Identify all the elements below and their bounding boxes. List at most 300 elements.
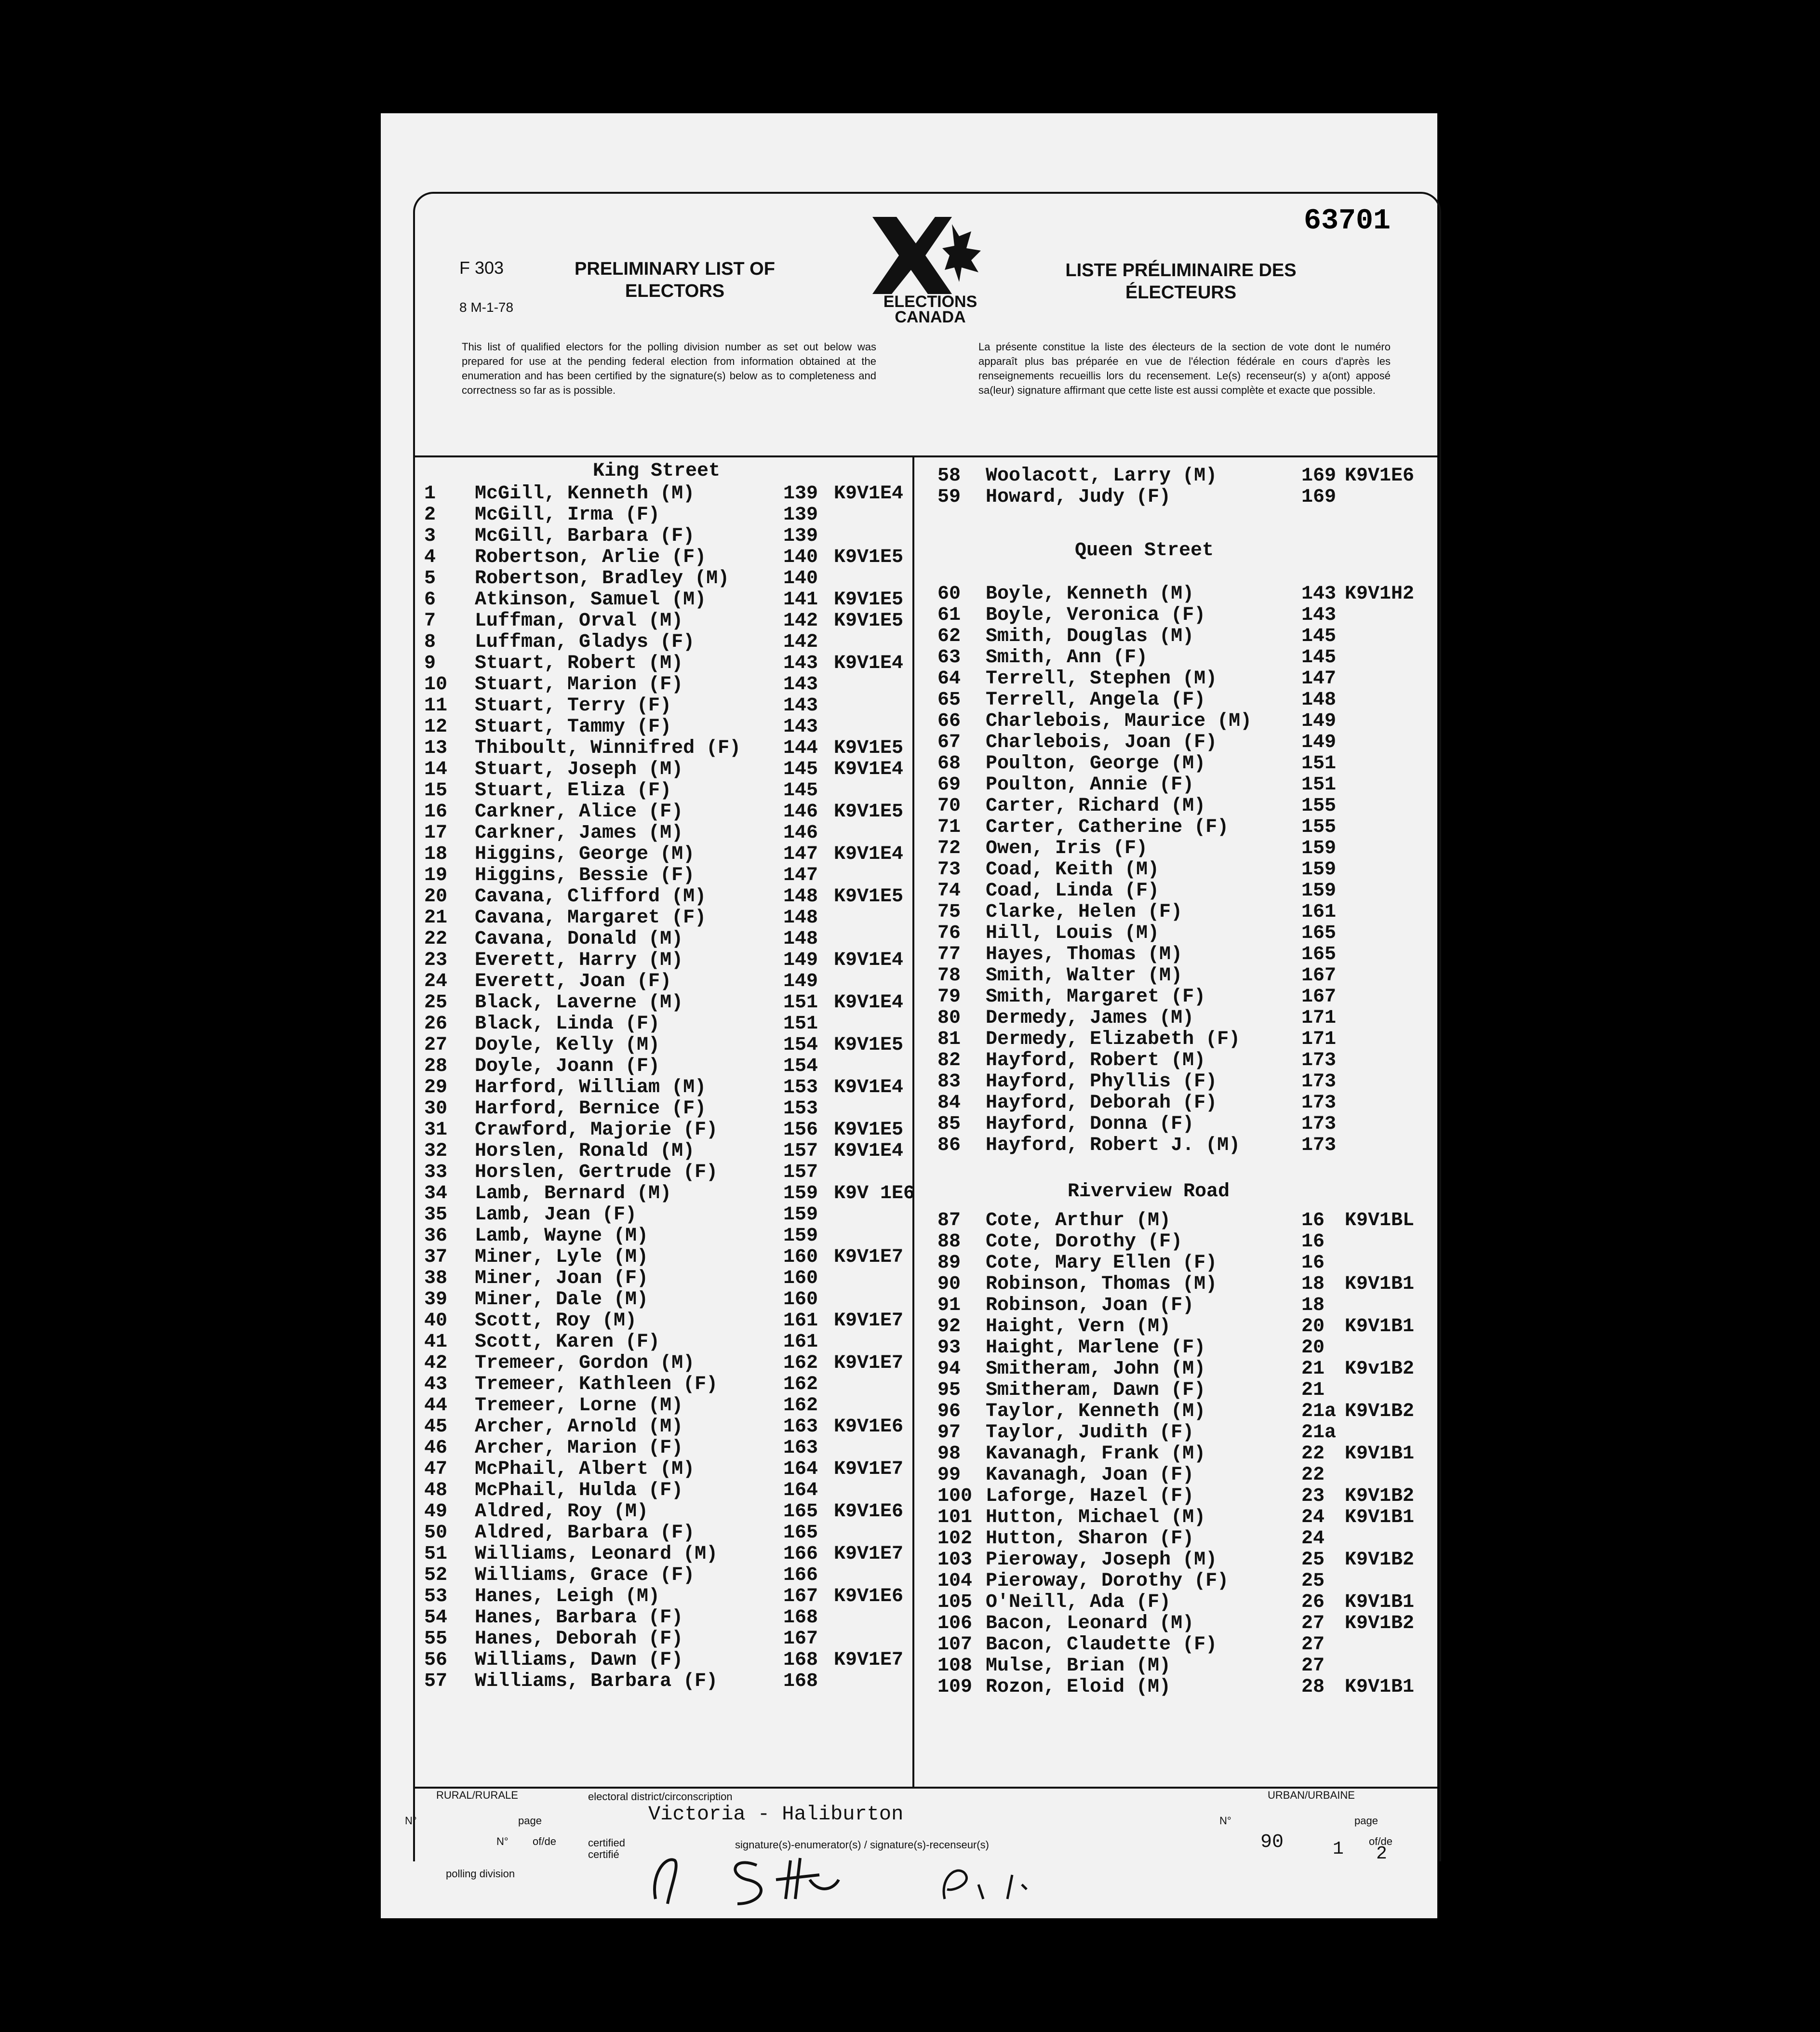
elector-name: Dermedy, James (M) xyxy=(986,1007,1194,1029)
elector-address: 28 xyxy=(1301,1676,1325,1698)
elector-address: 145 xyxy=(1301,626,1337,647)
rural-no-label: N° xyxy=(405,1815,417,1827)
elector-name: Lamb, Bernard (M) xyxy=(475,1183,672,1204)
elector-address: 171 xyxy=(1301,1007,1337,1029)
rural-label: RURAL/RURALE xyxy=(436,1789,518,1801)
elector-address: 167 xyxy=(1301,965,1337,987)
elector-address: 148 xyxy=(783,907,818,929)
elections-canada-logo xyxy=(863,214,998,325)
elector-number: 72 xyxy=(937,838,961,859)
elector-address: 169 xyxy=(1301,465,1337,487)
elector-address: 167 xyxy=(783,1586,818,1607)
elector-name: Rozon, Eloid (M) xyxy=(986,1676,1171,1698)
elector-postal-code: K9V1E4 xyxy=(834,483,904,505)
elector-name: Luffman, Orval (M) xyxy=(475,610,683,632)
elector-address: 142 xyxy=(783,631,818,653)
elector-address: 148 xyxy=(783,886,818,908)
elector-postal-code: K9V1E7 xyxy=(834,1543,904,1565)
elector-address: 168 xyxy=(783,1649,818,1671)
elector-name: McGill, Barbara (F) xyxy=(475,525,695,547)
elector-name: Cavana, Margaret (F) xyxy=(475,907,707,929)
column-divider xyxy=(912,457,914,1787)
signature-label: signature(s)-enumerator(s) / signature(s)-recenseur(s) xyxy=(735,1839,989,1851)
elector-number: 20 xyxy=(424,886,448,908)
elector-name: Hayford, Phyllis (F) xyxy=(986,1071,1218,1093)
elector-number: 37 xyxy=(424,1246,448,1268)
elector-address: 162 xyxy=(783,1374,818,1395)
elector-postal-code: K9V1E7 xyxy=(834,1246,904,1268)
enumerator-signature-icon xyxy=(646,1846,1152,1909)
elector-address: 156 xyxy=(783,1119,818,1141)
elector-postal-code: K9V1E4 xyxy=(834,1140,904,1162)
elector-number: 32 xyxy=(424,1140,448,1162)
elector-address: 166 xyxy=(783,1543,818,1565)
elector-number: 10 xyxy=(424,674,448,695)
elector-name: Boyle, Kenneth (M) xyxy=(986,583,1194,605)
elector-address: 173 xyxy=(1301,1135,1337,1156)
elector-number: 98 xyxy=(937,1443,961,1465)
elector-address: 163 xyxy=(783,1416,818,1438)
elector-postal-code: K9V1E7 xyxy=(834,1352,904,1374)
elector-address: 144 xyxy=(783,737,818,759)
elector-address: 25 xyxy=(1301,1570,1325,1592)
elector-number: 15 xyxy=(424,780,448,802)
elector-name: Horslen, Gertrude (F) xyxy=(475,1162,718,1183)
elector-number: 41 xyxy=(424,1331,448,1353)
elector-address: 157 xyxy=(783,1162,818,1183)
district-label: electoral district/circonscription xyxy=(588,1791,733,1803)
elector-address: 143 xyxy=(1301,583,1337,605)
elector-number: 82 xyxy=(937,1050,961,1071)
title-english xyxy=(554,258,795,302)
elector-name: Hanes, Leigh (M) xyxy=(475,1586,660,1607)
elector-address: 140 xyxy=(783,547,818,568)
elector-name: Black, Linda (F) xyxy=(475,1013,660,1035)
logo-x-leaf-icon xyxy=(863,214,998,325)
elector-address: 159 xyxy=(1301,838,1337,859)
form-date: 8 M-1-78 xyxy=(459,300,514,315)
elector-address: 159 xyxy=(783,1183,818,1204)
elector-name: Robinson, Thomas (M) xyxy=(986,1273,1218,1295)
elector-address: 161 xyxy=(1301,901,1337,923)
elector-number: 3 xyxy=(424,525,436,547)
urban-page-label: page xyxy=(1354,1815,1378,1827)
elector-name: Hill, Louis (M) xyxy=(986,922,1160,944)
elector-address: 157 xyxy=(783,1140,818,1162)
elector-number: 81 xyxy=(937,1029,961,1050)
elector-name: Miner, Lyle (M) xyxy=(475,1246,649,1268)
elector-address: 16 xyxy=(1301,1252,1325,1274)
elector-address: 139 xyxy=(783,525,818,547)
elector-number: 68 xyxy=(937,753,961,775)
elector-postal-code: K9V1B1 xyxy=(1345,1443,1415,1465)
elector-name: Howard, Judy (F) xyxy=(986,486,1171,508)
elector-name: Archer, Marion (F) xyxy=(475,1437,683,1459)
elector-name: Black, Laverne (M) xyxy=(475,992,683,1014)
elector-postal-code: K9V1E4 xyxy=(834,1077,904,1098)
elector-number: 79 xyxy=(937,986,961,1008)
elector-name: Taylor, Kenneth (M) xyxy=(986,1401,1206,1422)
elector-name: Doyle, Joann (F) xyxy=(475,1056,660,1077)
elector-address: 149 xyxy=(783,971,818,992)
elector-name: Robinson, Joan (F) xyxy=(986,1295,1194,1316)
elector-name: Aldred, Barbara (F) xyxy=(475,1522,695,1544)
street-heading-queen: Queen Street xyxy=(1075,540,1214,561)
elector-number: 108 xyxy=(937,1655,973,1677)
elector-name: O'Neill, Ada (F) xyxy=(986,1591,1171,1613)
urban-of-value: 2 xyxy=(1376,1844,1387,1864)
elector-name: Luffman, Gladys (F) xyxy=(475,631,695,653)
elector-address: 153 xyxy=(783,1077,818,1098)
elector-address: 21 xyxy=(1301,1358,1325,1380)
elector-name: Thiboult, Winnifred (F) xyxy=(475,737,741,759)
elector-address: 173 xyxy=(1301,1050,1337,1071)
elector-address: 22 xyxy=(1301,1443,1325,1465)
urban-no-label: N° xyxy=(1219,1815,1231,1827)
elector-address: 163 xyxy=(783,1437,818,1459)
elector-name: Poulton, Annie (F) xyxy=(986,774,1194,796)
elector-number: 35 xyxy=(424,1204,448,1226)
elector-address: 21 xyxy=(1301,1379,1325,1401)
elector-address: 161 xyxy=(783,1310,818,1332)
elector-number: 75 xyxy=(937,901,961,923)
elector-postal-code: K9V1B1 xyxy=(1345,1316,1415,1337)
elector-number: 12 xyxy=(424,716,448,738)
elector-name: Smith, Margaret (F) xyxy=(986,986,1206,1008)
elector-name: Stuart, Tammy (F) xyxy=(475,716,672,738)
elector-name: Clarke, Helen (F) xyxy=(986,901,1183,923)
elector-postal-code: K9v1B2 xyxy=(1345,1358,1415,1380)
elector-address: 26 xyxy=(1301,1591,1325,1613)
elector-number: 24 xyxy=(424,971,448,992)
elector-name: Bacon, Claudette (F) xyxy=(986,1634,1218,1656)
elector-number: 59 xyxy=(937,486,961,508)
elector-number: 4 xyxy=(424,547,436,568)
elector-number: 104 xyxy=(937,1570,973,1592)
elector-name: Everett, Joan (F) xyxy=(475,971,672,992)
elector-number: 90 xyxy=(937,1273,961,1295)
elector-postal-code: K9V1E6 xyxy=(834,1586,904,1607)
elector-name: Charlebois, Maurice (M) xyxy=(986,710,1252,732)
rural-of-label: of/de xyxy=(533,1835,556,1847)
polling-division-label: polling division xyxy=(446,1868,515,1880)
elector-name: Carter, Catherine (F) xyxy=(986,816,1229,838)
elector-address: 154 xyxy=(783,1056,818,1077)
elector-address: 143 xyxy=(783,653,818,674)
elector-number: 100 xyxy=(937,1485,973,1507)
elector-address: 145 xyxy=(1301,647,1337,668)
elector-name: Stuart, Terry (F) xyxy=(475,695,672,717)
elector-number: 69 xyxy=(937,774,961,796)
elector-name: Crawford, Majorie (F) xyxy=(475,1119,718,1141)
elector-address: 143 xyxy=(1301,604,1337,626)
elector-address: 165 xyxy=(783,1501,818,1523)
elector-number: 92 xyxy=(937,1316,961,1337)
elector-name: McPhail, Albert (M) xyxy=(475,1458,695,1480)
elector-address: 169 xyxy=(1301,486,1337,508)
elector-name: Terrell, Angela (F) xyxy=(986,689,1206,711)
elector-name: Cote, Mary Ellen (F) xyxy=(986,1252,1218,1274)
elector-number: 95 xyxy=(937,1379,961,1401)
urban-no-value: 90 xyxy=(1260,1831,1284,1853)
elector-name: Kavanagh, Frank (M) xyxy=(986,1443,1206,1465)
description-french: La présente constitue la liste des électeurs de la section de vote dont le numéro apparaît plus bas préparée en vue de l'élection fédérale en cours d'après les renseignements recueillis lors du recensement. Le(s) recenseur(s) y a(ont) apposé sa(leur) signature affirmant que cette liste est aussi complète et exacte que possible. xyxy=(978,341,1391,396)
elector-name: Cavana, Clifford (M) xyxy=(475,886,707,908)
elector-number: 102 xyxy=(937,1528,973,1550)
elector-name: Cote, Dorothy (F) xyxy=(986,1231,1183,1253)
elector-name: Robertson, Arlie (F) xyxy=(475,547,707,568)
elector-postal-code: K9V1E7 xyxy=(834,1310,904,1332)
elector-postal-code: K9V1E4 xyxy=(834,992,904,1014)
elector-number: 28 xyxy=(424,1056,448,1077)
elector-name: Carkner, James (M) xyxy=(475,822,683,844)
elector-name: Cavana, Donald (M) xyxy=(475,928,683,950)
elector-number: 47 xyxy=(424,1458,448,1480)
elector-number: 34 xyxy=(424,1183,448,1204)
elector-postal-code: K9V1B1 xyxy=(1345,1591,1415,1613)
elector-name: Atkinson, Samuel (M) xyxy=(475,589,707,611)
street-heading-riverview: Riverview Road xyxy=(1068,1181,1230,1203)
elector-address: 27 xyxy=(1301,1634,1325,1656)
elector-number: 27 xyxy=(424,1034,448,1056)
elector-name: Harford, Bernice (F) xyxy=(475,1098,707,1120)
serial-number: 63701 xyxy=(1304,205,1391,238)
elector-name: Smith, Douglas (M) xyxy=(986,626,1194,647)
elector-name: Smitheram, John (M) xyxy=(986,1358,1206,1380)
elector-address: 139 xyxy=(783,483,818,505)
elector-address: 165 xyxy=(1301,944,1337,965)
elector-address: 146 xyxy=(783,822,818,844)
elector-number: 55 xyxy=(424,1628,448,1650)
elector-number: 91 xyxy=(937,1295,961,1316)
urban-of-label: of/de xyxy=(1369,1835,1392,1847)
elector-address: 145 xyxy=(783,780,818,802)
district-value: Victoria - Haliburton xyxy=(648,1803,904,1826)
elector-address: 162 xyxy=(783,1352,818,1374)
elector-name: Taylor, Judith (F) xyxy=(986,1422,1194,1444)
elector-name: Smitheram, Dawn (F) xyxy=(986,1379,1206,1401)
elector-number: 30 xyxy=(424,1098,448,1120)
elector-postal-code: K9V1E5 xyxy=(834,801,904,823)
elector-address: 154 xyxy=(783,1034,818,1056)
elector-address: 162 xyxy=(783,1395,818,1417)
elector-name: Hayford, Robert (M) xyxy=(986,1050,1206,1071)
elector-number: 103 xyxy=(937,1549,973,1571)
elector-address: 159 xyxy=(783,1225,818,1247)
elector-postal-code: K9V1B1 xyxy=(1345,1676,1415,1698)
elector-name: Hutton, Michael (M) xyxy=(986,1507,1206,1528)
elector-address: 161 xyxy=(783,1331,818,1353)
elector-address: 151 xyxy=(1301,753,1337,775)
elector-name: Boyle, Veronica (F) xyxy=(986,604,1206,626)
elector-number: 53 xyxy=(424,1586,448,1607)
elector-name: Bacon, Leonard (M) xyxy=(986,1613,1194,1634)
elector-name: Hanes, Deborah (F) xyxy=(475,1628,683,1650)
elector-address: 168 xyxy=(783,1671,818,1692)
elector-address: 173 xyxy=(1301,1092,1337,1114)
elector-number: 67 xyxy=(937,732,961,753)
elector-postal-code: K9V1H2 xyxy=(1345,583,1415,605)
elector-name: Lamb, Wayne (M) xyxy=(475,1225,649,1247)
description-english: This list of qualified electors for the polling division number as set out below was prepared for use at the pending federal election from information obtained at the enumeration and has been certified by the signature(s) below as to completeness and correctness so far as is possible. xyxy=(462,341,876,396)
elector-number: 21 xyxy=(424,907,448,929)
elector-number: 29 xyxy=(424,1077,448,1098)
elector-address: 20 xyxy=(1301,1316,1325,1337)
elector-number: 86 xyxy=(937,1135,961,1156)
elector-postal-code: K9V1E5 xyxy=(834,547,904,568)
elector-address: 155 xyxy=(1301,795,1337,817)
elector-number: 9 xyxy=(424,653,436,674)
elector-postal-code: K9V1E5 xyxy=(834,1034,904,1056)
elector-number: 1 xyxy=(424,483,436,505)
elector-name: Pieroway, Dorothy (F) xyxy=(986,1570,1229,1592)
elector-address: 18 xyxy=(1301,1295,1325,1316)
elector-address: 151 xyxy=(783,992,818,1014)
elector-address: 159 xyxy=(1301,859,1337,881)
elector-postal-code: K9V1E6 xyxy=(834,1501,904,1523)
title-french-line1: LISTE PRÉLIMINAIRE DES xyxy=(1065,260,1297,281)
elector-name: Dermedy, Elizabeth (F) xyxy=(986,1029,1241,1050)
elector-name: Smith, Walter (M) xyxy=(986,965,1183,987)
elector-number: 83 xyxy=(937,1071,961,1093)
elector-postal-code: K9V1E6 xyxy=(1345,465,1415,487)
elector-address: 168 xyxy=(783,1607,818,1629)
elector-address: 21a xyxy=(1301,1401,1337,1422)
elector-number: 62 xyxy=(937,626,961,647)
elector-number: 66 xyxy=(937,710,961,732)
elector-name: Carkner, Alice (F) xyxy=(475,801,683,823)
elector-number: 73 xyxy=(937,859,961,881)
elector-number: 23 xyxy=(424,949,448,971)
elector-number: 51 xyxy=(424,1543,448,1565)
elector-address: 140 xyxy=(783,568,818,589)
elector-number: 25 xyxy=(424,992,448,1014)
elector-address: 23 xyxy=(1301,1485,1325,1507)
elector-address: 147 xyxy=(783,843,818,865)
elector-number: 89 xyxy=(937,1252,961,1274)
elector-number: 96 xyxy=(937,1401,961,1422)
elector-number: 43 xyxy=(424,1374,448,1395)
elector-address: 141 xyxy=(783,589,818,611)
elector-address: 151 xyxy=(1301,774,1337,796)
elector-address: 167 xyxy=(783,1628,818,1650)
elector-name: Harford, William (M) xyxy=(475,1077,707,1098)
elector-name: Miner, Joan (F) xyxy=(475,1268,649,1289)
elector-postal-code: K9V1E5 xyxy=(834,886,904,908)
elector-number: 19 xyxy=(424,865,448,886)
elector-name: Williams, Dawn (F) xyxy=(475,1649,683,1671)
elector-number: 77 xyxy=(937,944,961,965)
elector-number: 63 xyxy=(937,647,961,668)
elector-address: 159 xyxy=(783,1204,818,1226)
title-english-line1: PRELIMINARY LIST OF xyxy=(575,259,775,279)
elector-number: 50 xyxy=(424,1522,448,1544)
elector-name: Smith, Ann (F) xyxy=(986,647,1148,668)
elector-postal-code: K9V1E5 xyxy=(834,610,904,632)
elector-address: 27 xyxy=(1301,1655,1325,1677)
elector-address: 16 xyxy=(1301,1231,1325,1253)
elector-address: 18 xyxy=(1301,1273,1325,1295)
elector-number: 56 xyxy=(424,1649,448,1671)
elector-postal-code: K9V1E7 xyxy=(834,1649,904,1671)
footer-divider xyxy=(413,1787,1437,1789)
elector-postal-code: K9V1B1 xyxy=(1345,1273,1415,1295)
elector-number: 45 xyxy=(424,1416,448,1438)
elector-number: 105 xyxy=(937,1591,973,1613)
elector-address: 24 xyxy=(1301,1528,1325,1550)
title-french xyxy=(1046,259,1316,304)
elector-number: 80 xyxy=(937,1007,961,1029)
elector-address: 164 xyxy=(783,1480,818,1501)
elector-address: 160 xyxy=(783,1246,818,1268)
elector-name: Hayford, Donna (F) xyxy=(986,1113,1194,1135)
elector-name: Scott, Karen (F) xyxy=(475,1331,660,1353)
elector-address: 164 xyxy=(783,1458,818,1480)
elector-name: Horslen, Ronald (M) xyxy=(475,1140,695,1162)
elector-number: 2 xyxy=(424,504,436,526)
rural-no-label-2: N° xyxy=(496,1835,509,1847)
elector-postal-code: K9V1E4 xyxy=(834,653,904,674)
elector-number: 5 xyxy=(424,568,436,589)
elector-number: 97 xyxy=(937,1422,961,1444)
elector-name: Stuart, Joseph (M) xyxy=(475,759,683,780)
elector-number: 93 xyxy=(937,1337,961,1359)
elector-name: Hayes, Thomas (M) xyxy=(986,944,1183,965)
elector-number: 8 xyxy=(424,631,436,653)
form-number: F 303 xyxy=(459,258,504,278)
elector-address: 27 xyxy=(1301,1613,1325,1634)
elector-address: 166 xyxy=(783,1564,818,1586)
elector-name: Pieroway, Joseph (M) xyxy=(986,1549,1218,1571)
elector-postal-code: K9V1B2 xyxy=(1345,1549,1415,1571)
elector-address: 165 xyxy=(783,1522,818,1544)
elector-name: Hutton, Sharon (F) xyxy=(986,1528,1194,1550)
elector-number: 44 xyxy=(424,1395,448,1417)
elector-number: 39 xyxy=(424,1289,448,1310)
elector-number: 7 xyxy=(424,610,436,632)
elector-address: 149 xyxy=(1301,710,1337,732)
elector-name: Scott, Roy (M) xyxy=(475,1310,637,1332)
elector-name: Higgins, Bessie (F) xyxy=(475,865,695,886)
elector-name: Coad, Keith (M) xyxy=(986,859,1160,881)
elector-number: 88 xyxy=(937,1231,961,1253)
elector-name: Tremeer, Gordon (M) xyxy=(475,1352,695,1374)
elector-name: Robertson, Bradley (M) xyxy=(475,568,730,589)
elector-number: 107 xyxy=(937,1634,973,1656)
elector-number: 46 xyxy=(424,1437,448,1459)
elector-postal-code: K9V1B2 xyxy=(1345,1613,1415,1634)
elector-number: 85 xyxy=(937,1113,961,1135)
header-divider xyxy=(413,455,1437,457)
elector-postal-code: K9V1E5 xyxy=(834,1119,904,1141)
elector-number: 71 xyxy=(937,816,961,838)
elector-postal-code: K9V1E5 xyxy=(834,589,904,611)
elector-number: 61 xyxy=(937,604,961,626)
elector-number: 94 xyxy=(937,1358,961,1380)
elector-name: Hayford, Robert J. (M) xyxy=(986,1135,1241,1156)
elector-postal-code: K9V1E4 xyxy=(834,949,904,971)
elector-number: 6 xyxy=(424,589,436,611)
elector-number: 58 xyxy=(937,465,961,487)
title-english-line2: ELECTORS xyxy=(625,281,725,301)
elector-address: 173 xyxy=(1301,1113,1337,1135)
elector-name: Stuart, Robert (M) xyxy=(475,653,683,674)
elector-name: Kavanagh, Joan (F) xyxy=(986,1464,1194,1486)
elector-number: 22 xyxy=(424,928,448,950)
elector-address: 155 xyxy=(1301,816,1337,838)
elector-name: Tremeer, Kathleen (F) xyxy=(475,1374,718,1395)
elector-number: 18 xyxy=(424,843,448,865)
